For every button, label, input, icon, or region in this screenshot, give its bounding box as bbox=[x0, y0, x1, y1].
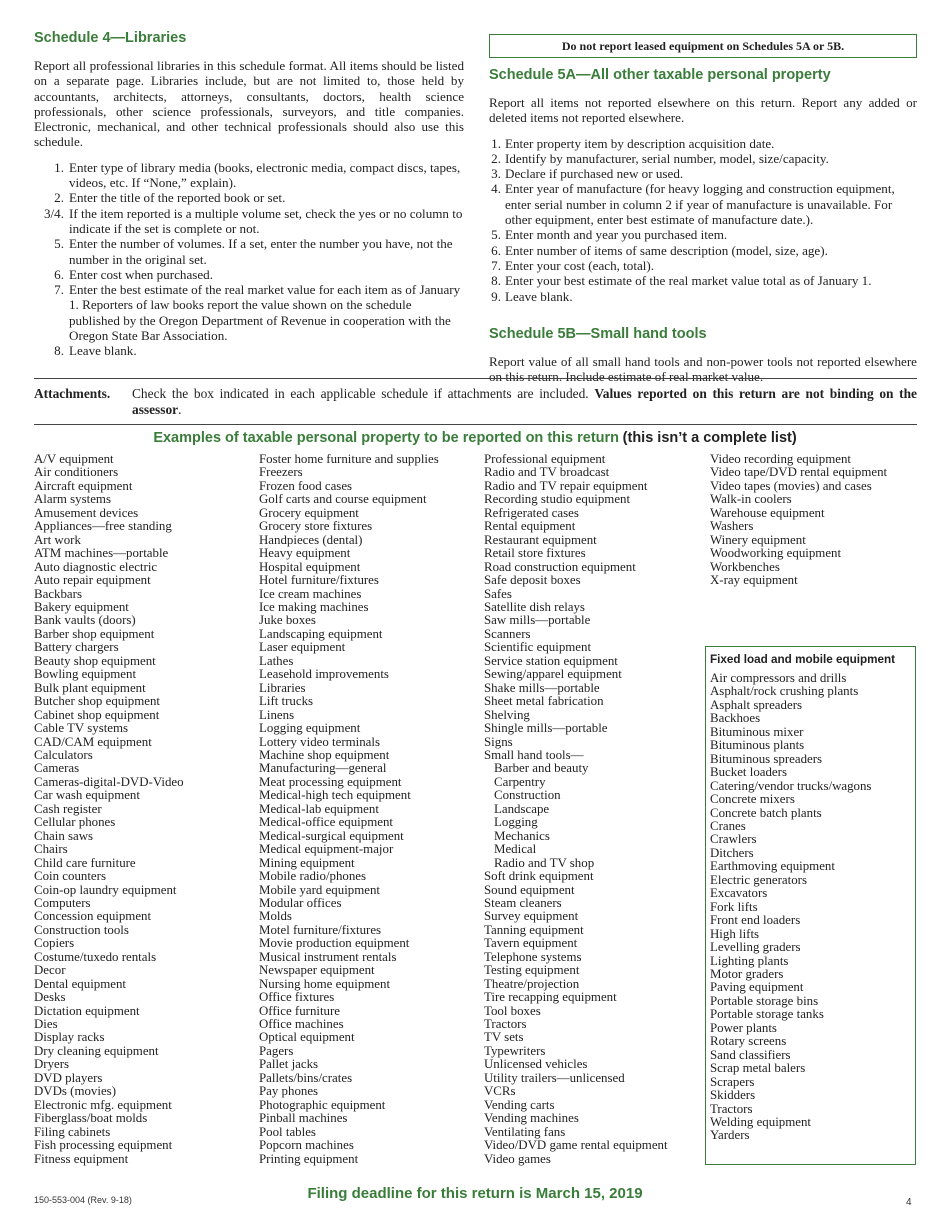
step-text: Declare if purchased new or used. bbox=[505, 166, 684, 182]
fixed-load-box bbox=[705, 646, 916, 1165]
list-item: Concrete mixers bbox=[710, 792, 795, 807]
schedule-5a-step bbox=[489, 136, 917, 151]
examples-column-2 bbox=[259, 453, 439, 1166]
list-item: A/V equipment bbox=[34, 452, 114, 466]
list-item: Construction tools bbox=[34, 922, 129, 937]
attachments-end: . bbox=[178, 402, 182, 417]
list-item: Vending carts bbox=[484, 1097, 555, 1112]
list-item: Tanning equipment bbox=[484, 922, 584, 937]
list-item: Amusement devices bbox=[34, 505, 139, 520]
list-item: Manufacturing—general bbox=[259, 761, 387, 776]
schedule-5a-step bbox=[489, 243, 917, 258]
form-number: 150-553-004 (Rev. 9-18) bbox=[34, 1195, 132, 1205]
list-item: Decor bbox=[34, 963, 66, 978]
list-item: Computers bbox=[34, 895, 91, 910]
step-number: 5. bbox=[491, 227, 501, 243]
schedule-5b-title: Schedule 5B—Small hand tools bbox=[489, 325, 707, 342]
list-item: ATM machines—portable bbox=[34, 546, 169, 561]
list-item: Mechanics bbox=[494, 828, 550, 843]
list-item: Fiberglass/boat molds bbox=[34, 1111, 148, 1126]
list-item: Pay phones bbox=[259, 1084, 319, 1099]
list-item: Molds bbox=[259, 909, 292, 924]
schedule-5a-step bbox=[489, 258, 917, 273]
list-item: Walk-in coolers bbox=[710, 492, 792, 507]
list-item: Auto diagnostic electric bbox=[34, 559, 158, 574]
list-item: X-ray equipment bbox=[710, 573, 798, 588]
step-text: Enter number of items of same description (model, size, age). bbox=[505, 242, 828, 258]
list-item: Paving equipment bbox=[710, 980, 804, 995]
list-item: Machine shop equipment bbox=[259, 747, 390, 762]
list-item: Fish processing equipment bbox=[34, 1138, 173, 1153]
list-item: Pallet jacks bbox=[259, 1057, 319, 1072]
list-item: Dictation equipment bbox=[34, 1003, 140, 1018]
list-item: Portable storage bins bbox=[710, 993, 819, 1008]
list-item: Hotel furniture/fixtures bbox=[259, 573, 379, 588]
list-item: Battery chargers bbox=[34, 640, 119, 655]
list-item: Backbars bbox=[34, 586, 82, 601]
list-item: Bank vaults (doors) bbox=[34, 613, 136, 628]
list-item: Ventilating fans bbox=[484, 1124, 566, 1139]
leased-equipment-notice: Do not report leased equipment on Schedules 5A or 5B. bbox=[489, 34, 917, 58]
list-item: Bucket loaders bbox=[710, 765, 787, 780]
step-text: Enter your best estimate of the real market value total as of January 1. bbox=[505, 273, 872, 289]
list-item: Frozen food cases bbox=[259, 478, 353, 493]
list-item: Skidders bbox=[710, 1088, 756, 1103]
list-item: Cabinet shop equipment bbox=[34, 707, 160, 722]
step-text: Enter the best estimate of the real market value for each item as of January 1. Reporters of law books report the value shown on the schedule published by the Oregon Department of Revenue in cooperation with the Oregon State Bar Association. bbox=[69, 282, 461, 344]
list-item: Satellite dish relays bbox=[484, 599, 585, 614]
list-item: Filing cabinets bbox=[34, 1124, 111, 1139]
filing-deadline: Filing deadline for this return is March 15, 2019 bbox=[307, 1185, 643, 1202]
list-item: Bituminous mixer bbox=[710, 724, 804, 739]
list-item: Lathes bbox=[259, 653, 294, 668]
list-item: Butcher shop equipment bbox=[34, 694, 161, 709]
step-text: Identify by manufacturer, serial number, model, size/capacity. bbox=[505, 150, 829, 166]
list-item: Appliances—free standing bbox=[34, 519, 172, 534]
attachments-label: Attachments. bbox=[34, 386, 111, 401]
list-item: Coin counters bbox=[34, 869, 106, 884]
list-item: Cranes bbox=[710, 818, 746, 833]
list-item: Fitness equipment bbox=[34, 1151, 129, 1166]
schedule-5a-steps bbox=[489, 136, 917, 304]
page-number: 4 bbox=[906, 1197, 912, 1208]
list-item: Tire recapping equipment bbox=[484, 990, 617, 1005]
list-item: Video tape/DVD rental equipment bbox=[710, 465, 888, 480]
list-item: Medical-office equipment bbox=[259, 815, 393, 830]
list-item: Landscaping equipment bbox=[259, 626, 383, 641]
list-item: Sheet metal fabrication bbox=[484, 694, 604, 709]
list-item: Optical equipment bbox=[259, 1030, 355, 1045]
schedule-5a-title: Schedule 5A—All other taxable personal property bbox=[489, 67, 831, 83]
list-item: Dies bbox=[34, 1017, 58, 1032]
list-item: Nursing home equipment bbox=[259, 976, 391, 991]
list-item: Desks bbox=[34, 990, 66, 1005]
list-item: Soft drink equipment bbox=[484, 869, 594, 884]
list-item: Service station equipment bbox=[484, 653, 618, 668]
schedule-5a-step bbox=[489, 151, 917, 166]
list-item: Tavern equipment bbox=[484, 936, 578, 951]
list-item: Scientific equipment bbox=[484, 640, 592, 655]
fixed-load-title: Fixed load and mobile equipment bbox=[710, 653, 896, 666]
list-item: Excavators bbox=[710, 886, 768, 901]
list-item: Cellular phones bbox=[34, 815, 116, 830]
list-item: Dry cleaning equipment bbox=[34, 1043, 159, 1058]
list-item: Lighting plants bbox=[710, 953, 789, 968]
list-item: Cameras-digital-DVD-Video bbox=[34, 774, 184, 789]
step-number: 8. bbox=[54, 343, 64, 359]
list-item: Bowling equipment bbox=[34, 667, 137, 682]
list-item: Chain saws bbox=[34, 828, 94, 843]
list-item: Scrap metal balers bbox=[710, 1061, 806, 1076]
schedule-4-step bbox=[34, 343, 464, 358]
list-item: Office furniture bbox=[259, 1003, 341, 1018]
list-item: Bituminous spreaders bbox=[710, 751, 823, 766]
list-item: Newspaper equipment bbox=[259, 963, 375, 978]
list-item: Tractors bbox=[484, 1017, 527, 1032]
list-item: Mobile radio/phones bbox=[259, 869, 367, 884]
list-item: Welding equipment bbox=[710, 1114, 811, 1129]
list-item: Video games bbox=[484, 1151, 551, 1166]
list-item: Landscape bbox=[494, 801, 550, 816]
list-item: Handpieces (dental) bbox=[259, 532, 363, 547]
list-item: Portable storage tanks bbox=[710, 1007, 824, 1022]
list-item: High lifts bbox=[710, 926, 760, 941]
list-item: Coin-op laundry equipment bbox=[34, 882, 177, 897]
list-item: Art work bbox=[34, 532, 81, 547]
list-item: Chairs bbox=[34, 842, 68, 857]
examples-column-4 bbox=[710, 453, 887, 588]
list-item: Calculators bbox=[34, 747, 93, 762]
list-item: Woodworking equipment bbox=[710, 546, 842, 561]
list-item: Unlicensed vehicles bbox=[484, 1057, 588, 1072]
step-number: 7. bbox=[54, 282, 64, 298]
list-item: Freezers bbox=[259, 465, 303, 480]
list-item: Shelving bbox=[484, 707, 530, 722]
list-item: Levelling graders bbox=[710, 940, 801, 955]
schedule-4-steps bbox=[34, 160, 464, 359]
list-item: Asphalt spreaders bbox=[710, 697, 802, 712]
list-item: Rental equipment bbox=[484, 519, 576, 534]
list-item: Asphalt/rock crushing plants bbox=[710, 684, 859, 699]
list-item: Workbenches bbox=[710, 559, 780, 574]
schedule-4-step bbox=[34, 206, 464, 237]
list-item: Mining equipment bbox=[259, 855, 355, 870]
examples-title: Examples of taxable personal property to be reported on this return bbox=[153, 430, 620, 446]
step-number: 1. bbox=[491, 135, 501, 151]
list-item: Recording studio equipment bbox=[484, 492, 631, 507]
schedule-5-section bbox=[489, 34, 917, 384]
schedule-4-step bbox=[34, 282, 464, 343]
list-item: Radio and TV broadcast bbox=[484, 465, 610, 480]
list-item: Libraries bbox=[259, 680, 306, 695]
list-item: Utility trailers—unlicensed bbox=[484, 1070, 625, 1085]
list-item: Warehouse equipment bbox=[710, 505, 825, 520]
list-item: Crawlers bbox=[710, 832, 757, 847]
list-item: Steam cleaners bbox=[484, 895, 562, 910]
step-text: Enter year of manufacture (for heavy logging and construction equipment, enter serial number in column 2 if year of manufacture is unavailable. For other equipment, enter best estimate of manufacture date.). bbox=[505, 181, 895, 228]
list-item: Concession equipment bbox=[34, 909, 152, 924]
schedule-5a-step bbox=[489, 227, 917, 242]
list-item: Hospital equipment bbox=[259, 559, 361, 574]
list-item: Catering/vendor trucks/wagons bbox=[710, 778, 872, 793]
list-item: Costume/tuxedo rentals bbox=[34, 949, 157, 964]
list-item: Bituminous plants bbox=[710, 738, 805, 753]
examples-note: (this isn’t a complete list) bbox=[622, 430, 797, 446]
list-item: Pallets/bins/crates bbox=[259, 1070, 353, 1085]
list-item: Motel furniture/fixtures bbox=[259, 922, 382, 937]
list-item: Mobile yard equipment bbox=[259, 882, 381, 897]
schedule-4-title: Schedule 4—Libraries bbox=[34, 30, 187, 46]
schedule-5a-step bbox=[489, 273, 917, 288]
list-item: Copiers bbox=[34, 936, 75, 951]
divider-middle bbox=[34, 424, 917, 425]
list-item: Saw mills—portable bbox=[484, 613, 591, 628]
list-item: Printing equipment bbox=[259, 1151, 359, 1166]
list-item: Power plants bbox=[710, 1020, 777, 1035]
schedule-4-step bbox=[34, 160, 464, 191]
list-item: Signs bbox=[484, 734, 513, 749]
list-item: Leasehold improvements bbox=[259, 667, 389, 682]
list-item: Photographic equipment bbox=[259, 1097, 386, 1112]
list-item: Restaurant equipment bbox=[484, 532, 597, 547]
list-item: Medical-lab equipment bbox=[259, 801, 379, 816]
list-item: Ice making machines bbox=[259, 599, 369, 614]
list-item: Professional equipment bbox=[484, 452, 606, 466]
list-item: Modular offices bbox=[259, 895, 342, 910]
step-text: Enter the title of the reported book or set. bbox=[69, 190, 286, 206]
list-item: Safe deposit boxes bbox=[484, 573, 581, 588]
schedule-5b-intro: Report value of all small hand tools and non-power tools not reported elsewhere on this return. Include estimate of real market value. bbox=[489, 353, 917, 385]
list-item: Telephone systems bbox=[484, 949, 582, 964]
step-number: 3/4. bbox=[43, 205, 64, 221]
list-item: Tool boxes bbox=[484, 1003, 541, 1018]
list-item: Dental equipment bbox=[34, 976, 126, 991]
step-number: 5. bbox=[54, 236, 64, 252]
attachments-bold-text: Values reported on this return are not binding on the assessor bbox=[132, 386, 917, 417]
examples-column-1 bbox=[34, 453, 184, 1166]
list-item: Medical equipment-major bbox=[259, 842, 394, 857]
list-item: Bulk plant equipment bbox=[34, 680, 146, 695]
list-item: Front end loaders bbox=[710, 913, 801, 928]
step-number: 1. bbox=[54, 159, 64, 175]
schedule-5a-step bbox=[489, 181, 917, 227]
list-item: Juke boxes bbox=[259, 613, 316, 628]
list-item: Radio and TV repair equipment bbox=[484, 478, 648, 493]
attachments-body bbox=[132, 386, 917, 418]
step-text: Enter property item by description acquisition date. bbox=[505, 135, 775, 151]
list-item: Medical-high tech equipment bbox=[259, 788, 411, 803]
examples-column-3 bbox=[484, 453, 668, 1166]
list-item: Musical instrument rentals bbox=[259, 949, 397, 964]
step-text: Enter cost when purchased. bbox=[69, 266, 213, 282]
schedule-4-intro: Report all professional libraries in this schedule format. All items should be listed on a separate page. Libraries include, but are not limited to, those held by accountants, architects, attorneys, consultants, doctors, health science professionals, other science professionals, surveyors, and title companies. Electronic, mechanical, and other technical professionals should also use this schedule. bbox=[34, 58, 464, 150]
list-item: Barber shop equipment bbox=[34, 626, 155, 641]
list-item: Medical bbox=[494, 842, 537, 857]
step-number: 4. bbox=[491, 181, 501, 197]
list-item: Barber and beauty bbox=[494, 761, 589, 776]
list-item: Video recording equipment bbox=[710, 452, 851, 466]
list-item: Lottery video terminals bbox=[259, 734, 380, 749]
list-item: Linens bbox=[259, 707, 295, 722]
list-item: Aircraft equipment bbox=[34, 478, 133, 493]
list-item: Shingle mills—portable bbox=[484, 721, 608, 736]
list-item: Logging equipment bbox=[259, 721, 361, 736]
step-number: 9. bbox=[491, 288, 501, 304]
list-item: Road construction equipment bbox=[484, 559, 636, 574]
list-item: Office fixtures bbox=[259, 990, 335, 1005]
list-item: Beauty shop equipment bbox=[34, 653, 156, 668]
list-item: Safes bbox=[484, 586, 512, 601]
list-item: Video/DVD game rental equipment bbox=[484, 1138, 668, 1153]
step-number: 6. bbox=[54, 266, 64, 282]
step-number: 3. bbox=[491, 166, 501, 182]
list-item: Ditchers bbox=[710, 845, 754, 860]
step-text: If the item reported is a multiple volume set, check the yes or no column to indicate if the set is complete or not. bbox=[69, 205, 463, 236]
attachments-note bbox=[34, 386, 917, 418]
attachments-text: Check the box indicated in each applicable schedule if attachments are included. bbox=[132, 386, 595, 401]
list-item: Dryers bbox=[34, 1057, 70, 1072]
step-text: Leave blank. bbox=[69, 343, 137, 359]
schedule-5a-intro: Report all items not reported elsewhere on this return. Report any added or deleted items not reported elsewhere. bbox=[489, 95, 917, 126]
step-text: Enter your cost (each, total). bbox=[505, 257, 655, 273]
list-item: Ice cream machines bbox=[259, 586, 362, 601]
list-item: Fork lifts bbox=[710, 899, 758, 914]
list-item: Cash register bbox=[34, 801, 102, 816]
list-item: Car wash equipment bbox=[34, 788, 140, 803]
list-item: Bakery equipment bbox=[34, 599, 129, 614]
list-item: Sand classifiers bbox=[710, 1047, 791, 1062]
list-item: Grocery store fixtures bbox=[259, 519, 373, 534]
list-item: Cable TV systems bbox=[34, 721, 129, 736]
list-item: Pagers bbox=[259, 1043, 294, 1058]
step-number: 7. bbox=[491, 257, 501, 273]
list-item: Video tapes (movies) and cases bbox=[710, 478, 872, 493]
list-item: Pinball machines bbox=[259, 1111, 348, 1126]
step-text: Enter month and year you purchased item. bbox=[505, 227, 728, 243]
step-number: 6. bbox=[491, 242, 501, 258]
list-item: Typewriters bbox=[484, 1043, 546, 1058]
list-item: Construction bbox=[494, 788, 561, 803]
list-item: Office machines bbox=[259, 1017, 344, 1032]
list-item: Pool tables bbox=[259, 1124, 316, 1139]
list-item: Logging bbox=[494, 815, 538, 830]
list-item: Carpentry bbox=[494, 774, 546, 789]
list-item: Popcorn machines bbox=[259, 1138, 354, 1153]
step-text: Enter type of library media (books, electronic media, compact discs, tapes, videos, etc. If “None,” explain). bbox=[69, 159, 461, 191]
list-item: Backhoes bbox=[710, 711, 761, 726]
list-item: Winery equipment bbox=[710, 532, 806, 547]
list-item: Concrete batch plants bbox=[710, 805, 822, 820]
list-item: Rotary screens bbox=[710, 1034, 787, 1049]
list-item: Washers bbox=[710, 519, 754, 534]
fixed-load-list bbox=[706, 672, 915, 1143]
list-item: Refrigerated cases bbox=[484, 505, 579, 520]
list-item: Radio and TV shop bbox=[494, 855, 595, 870]
list-item: Laser equipment bbox=[259, 640, 346, 655]
list-item: Small hand tools— bbox=[484, 747, 584, 762]
list-item: CAD/CAM equipment bbox=[34, 734, 152, 749]
schedule-4-section bbox=[34, 30, 464, 359]
schedule-4-step bbox=[34, 267, 464, 282]
list-item: TV sets bbox=[484, 1030, 524, 1045]
list-item: Grocery equipment bbox=[259, 505, 359, 520]
list-item: Survey equipment bbox=[484, 909, 579, 924]
list-item: Child care furniture bbox=[34, 855, 136, 870]
schedule-5a-step bbox=[489, 289, 917, 304]
list-item: Alarm systems bbox=[34, 492, 111, 507]
schedule-5a-step bbox=[489, 166, 917, 181]
list-item: VCRs bbox=[484, 1084, 516, 1099]
step-number: 2. bbox=[54, 190, 64, 206]
list-item: DVDs (movies) bbox=[34, 1084, 116, 1099]
list-item: Meat processing equipment bbox=[259, 774, 402, 789]
divider-top bbox=[34, 378, 917, 379]
schedule-4-step bbox=[34, 190, 464, 205]
list-item: Shake mills—portable bbox=[484, 680, 600, 695]
step-number: 8. bbox=[491, 273, 501, 289]
step-text: Leave blank. bbox=[505, 288, 573, 304]
list-item: DVD players bbox=[34, 1070, 103, 1085]
list-item: Heavy equipment bbox=[259, 546, 351, 561]
list-item: Golf carts and course equipment bbox=[259, 492, 427, 507]
list-item: Testing equipment bbox=[484, 963, 580, 978]
list-item: Sound equipment bbox=[484, 882, 575, 897]
list-item: Display racks bbox=[34, 1030, 105, 1045]
step-number: 2. bbox=[491, 150, 501, 166]
examples-heading bbox=[0, 430, 950, 447]
list-item: Air conditioners bbox=[34, 465, 119, 480]
list-item: Scrapers bbox=[710, 1074, 755, 1089]
list-item: Medical-surgical equipment bbox=[259, 828, 404, 843]
list-item: Electronic mfg. equipment bbox=[34, 1097, 172, 1112]
list-item: Air compressors and drills bbox=[710, 671, 847, 685]
list-item: Sewing/apparel equipment bbox=[484, 667, 622, 682]
step-text: Enter the number of volumes. If a set, enter the number you have, not the number in the original set. bbox=[69, 236, 453, 267]
list-item: Retail store fixtures bbox=[484, 546, 586, 561]
list-item: Earthmoving equipment bbox=[710, 859, 835, 874]
list-item: Foster home furniture and supplies bbox=[259, 452, 439, 466]
list-item: Cameras bbox=[34, 761, 80, 776]
list-item: Motor graders bbox=[710, 966, 784, 981]
schedule-4-step bbox=[34, 236, 464, 267]
list-item: Auto repair equipment bbox=[34, 573, 151, 588]
list-item: Yarders bbox=[710, 1128, 750, 1143]
list-item: Scanners bbox=[484, 626, 531, 641]
list-item: Theatre/projection bbox=[484, 976, 580, 991]
list-item: Vending machines bbox=[484, 1111, 579, 1126]
list-item: Tractors bbox=[710, 1101, 753, 1116]
list-item: Lift trucks bbox=[259, 694, 314, 709]
list-item: Electric generators bbox=[710, 872, 807, 887]
list-item: Movie production equipment bbox=[259, 936, 410, 951]
